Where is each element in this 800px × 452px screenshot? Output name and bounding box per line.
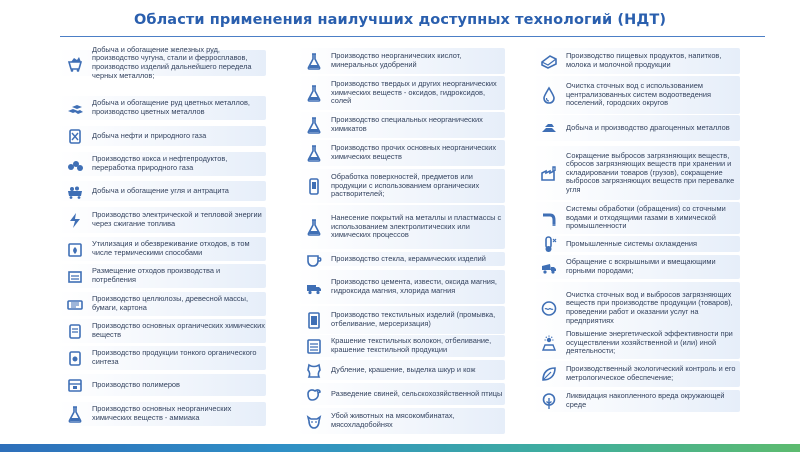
list-item-label: Ликвидация накопленного вреда окружающей среде	[566, 391, 725, 409]
cement-truck-icon	[303, 276, 325, 298]
list-item	[532, 361, 740, 387]
list-item	[297, 169, 505, 203]
list-item-label: Производство пищевых продуктов, напитков, молока и молочной продукции	[566, 51, 722, 69]
list-item	[532, 390, 740, 412]
list-item	[532, 255, 740, 279]
list-item-label: Производство кокса и нефтепродуктов, переработка природного газа	[92, 154, 228, 172]
water-treatment-icon	[538, 297, 560, 319]
list-item-label: Производство полимеров	[92, 379, 180, 389]
list-item-label: Повышение энергетической эффективности при осуществлении хозяйственной и (или) иной деятельности;	[566, 329, 733, 356]
list-item	[532, 327, 740, 359]
list-item	[58, 207, 266, 233]
list-item-label: Убой животных на мясокомбинатах, мясохладобойнях	[331, 411, 455, 429]
list-item-label: Производство специальных неорганических химикатов	[331, 115, 483, 133]
list-item-label: Производство твердых и других неорганических химических веществ - оксидов, гидроксидов, солей	[331, 79, 497, 106]
pipe-icon	[538, 207, 560, 229]
factory-icon	[538, 162, 560, 184]
list-item	[297, 383, 505, 405]
list-item-label: Добыча и обогащение угля и антрацита	[92, 185, 229, 195]
fabric-roll-icon	[303, 335, 325, 357]
flask-icon	[303, 114, 325, 136]
lightning-icon	[64, 209, 86, 231]
list-item	[297, 76, 505, 110]
list-item-label: Производство цемента, извести, оксида магния, гидроксида магния, хлорида магния	[331, 277, 497, 295]
dump-truck-icon	[538, 256, 560, 278]
textile-icon	[303, 309, 325, 331]
flask-icon	[303, 50, 325, 72]
list-item	[58, 44, 266, 80]
flask-icon	[303, 216, 325, 238]
list-item	[58, 319, 266, 343]
water-drop-icon	[538, 84, 560, 106]
list-item	[58, 126, 266, 146]
list-item	[58, 374, 266, 396]
list-item-label: Промышленные системы охлаждения	[566, 238, 698, 248]
list-item-label: Производство прочих основных неорганических химических веществ	[331, 143, 497, 161]
list-item-label: Нанесение покрытий на металлы и пластмассы с использованием электролитических или химических процессов	[331, 213, 502, 240]
list-item-label: Добыча и производство драгоценных металлов	[566, 122, 730, 132]
list-item	[58, 402, 266, 426]
coal-wagon-icon	[64, 180, 86, 202]
list-item	[58, 292, 266, 316]
surface-treatment-icon	[303, 175, 325, 197]
milk-carton-icon	[538, 50, 560, 72]
list-item	[297, 306, 505, 334]
list-item	[58, 181, 266, 201]
list-item	[297, 335, 505, 357]
list-item	[297, 252, 505, 266]
incinerator-icon	[64, 238, 86, 260]
list-item-label: Размещение отходов производства и потребления	[92, 266, 221, 284]
chemical-jar-icon	[64, 320, 86, 342]
list-item-label: Очистка сточных вод с использованием централизованных систем водоотведения поселений, городских округов	[566, 81, 712, 108]
bottom-gradient-bar	[0, 444, 800, 452]
glass-cup-icon	[303, 248, 325, 270]
list-item	[58, 264, 266, 288]
sun-panel-icon	[538, 332, 560, 354]
oil-barrel-icon	[64, 125, 86, 147]
paper-roll-icon	[64, 293, 86, 315]
ingots-icon	[64, 97, 86, 119]
list-item-label: Производственный экологический контроль и его метрологическое обеспечение;	[566, 364, 736, 382]
list-item	[532, 202, 740, 234]
bird-icon	[303, 383, 325, 405]
list-item	[58, 96, 266, 120]
list-item-label: Добыча и обогащение руд цветных металлов, производство цветных металлов	[92, 98, 250, 116]
title-divider	[60, 36, 765, 37]
list-item	[532, 76, 740, 114]
list-item	[532, 146, 740, 200]
list-item	[58, 152, 266, 176]
tree-icon	[538, 390, 560, 412]
ore-wagon-icon	[64, 52, 86, 74]
list-item	[58, 237, 266, 261]
list-item	[297, 360, 505, 380]
list-item	[532, 236, 740, 252]
list-item-label: Обработка поверхностей, предметов или продукции с использованием органических растворителей;	[331, 172, 480, 199]
list-item-label: Добыча нефти и природного газа	[92, 130, 207, 140]
flask-icon	[64, 403, 86, 425]
waste-bin-icon	[64, 265, 86, 287]
gold-bars-icon	[538, 117, 560, 139]
list-item	[297, 48, 505, 74]
list-item-label: Обращение с вскрышными и вмещающими горными породами;	[566, 257, 716, 275]
list-item-label: Сокращение выбросов загрязняющих веществ, сбросов загрязняющих веществ при хранении и складировании товаров (грузов), сокращение выбросов загрязняющих веществ при перевалке угля	[566, 150, 735, 194]
list-item	[58, 346, 266, 370]
list-item-label: Производство основных неорганических химических веществ - аммиака	[92, 404, 232, 422]
list-item-label: Дубление, крашение, выделка шкур и кож	[331, 364, 476, 374]
list-item-label: Производство целлюлозы, древесной массы, бумаги, картона	[92, 294, 248, 312]
synthesis-jar-icon	[64, 347, 86, 369]
coke-icon	[64, 153, 86, 175]
list-item-label: Производство основных органических химических веществ	[92, 321, 265, 339]
list-item	[297, 112, 505, 138]
list-item-label: Добыча и обогащение железных руд, производство чугуна, стали и ферросплавов, производство изделий дальнейшего передела черных металлов;	[92, 44, 252, 80]
list-item-label: Производство электрической и тепловой энергии через сжигание топлива	[92, 210, 262, 228]
list-item-label: Утилизация и обезвреживание отходов, в том числе термическими способами	[92, 239, 250, 257]
flask-icon	[303, 142, 325, 164]
leaf-icon	[538, 363, 560, 385]
list-item-label: Системы обработки (обращения) со сточными водами и отходящими газами в химической промышленности	[566, 204, 726, 231]
polymer-box-icon	[64, 374, 86, 396]
leather-icon	[303, 359, 325, 381]
list-item-label: Разведение свиней, сельскохозяйственной птицы	[331, 388, 503, 398]
list-item	[297, 270, 505, 304]
list-item-label: Производство текстильных изделий (промывка, отбеливание, мерсеризация)	[331, 310, 496, 328]
page-title: Области применения наилучших доступных технологий (НДТ)	[133, 12, 667, 28]
list-item	[297, 140, 505, 166]
thermometer-icon	[538, 233, 560, 255]
list-item-label: Производство продукции тонкого органического синтеза	[92, 348, 257, 366]
list-item-label: Производство неорганических кислот, минеральных удобрений	[331, 51, 462, 69]
list-item-label: Очистка сточных вод и выбросов загрязняющих веществ при производстве продукции (товаров), проведении работ и оказании услуг на предприятиях	[566, 289, 733, 325]
list-item	[297, 205, 505, 249]
flask-icon	[303, 82, 325, 104]
list-item-label: Крашение текстильных волокон, отбеливание, крашение текстильной продукции	[331, 336, 492, 354]
list-item	[532, 48, 740, 74]
list-item-label: Производство стекла, керамических изделий	[331, 253, 486, 263]
cow-icon	[303, 410, 325, 432]
list-item	[532, 115, 740, 141]
list-item	[297, 408, 505, 434]
